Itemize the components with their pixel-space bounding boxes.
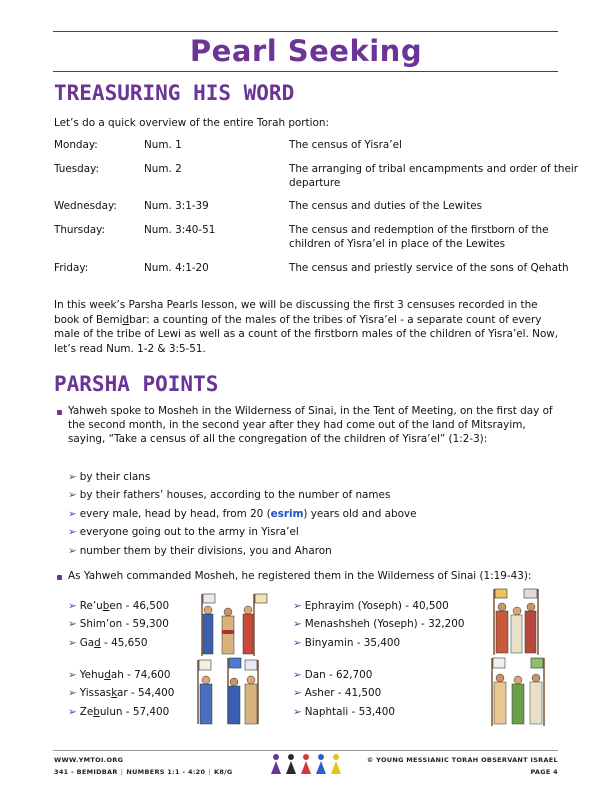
- point-census-command: Yahweh spoke to Mosheh in the Wilderness of Sinai, in the Tent of Meeting, on the first day of the second month, in the second year after they had come out of the land of Mitsrayim, saying, “Take a census of all the congregation of the children of Yisra’el” (1:2-3):: [68, 405, 553, 446]
- arrow-icon: ➢: [68, 471, 77, 483]
- arrow-icon: ➢: [68, 637, 77, 649]
- arrow-icon: ➢: [68, 526, 77, 538]
- arrow-icon: ➢: [293, 706, 302, 718]
- schedule-row: [54, 224, 574, 252]
- tribal-banner-bearers-illustration: [486, 656, 550, 728]
- page-title: Pearl Seeking: [189, 34, 423, 68]
- lesson-paragraph: [54, 298, 559, 356]
- tribe-text: ar - 54,400: [117, 687, 175, 699]
- tribe-item: [293, 599, 449, 613]
- schedule-row: [54, 262, 574, 290]
- subpoint-text: every male, head by head, from 20 (: [79, 508, 271, 520]
- schedule-row: [54, 139, 574, 153]
- footer-level: K8/G: [214, 768, 233, 776]
- tribe-text: Menashsheh (Yoseph) - 32,200: [304, 618, 465, 630]
- tribe-item: [293, 668, 372, 682]
- tribe-text: Naphtali - 53,400: [304, 706, 395, 718]
- footer-site: WWW.YMTOI.ORG: [54, 756, 124, 764]
- schedule-day: Tuesday:: [54, 163, 100, 175]
- title-rule: [53, 71, 558, 72]
- tribe-text: ulun - 57,400: [99, 706, 170, 718]
- schedule-row: [54, 163, 579, 191]
- subpoint: [68, 470, 150, 484]
- tribe-item: [293, 636, 400, 650]
- hebrew-word-highlight: esrim: [270, 508, 304, 520]
- tribe-text: ah - 74,600: [110, 669, 171, 681]
- tribe-text: Ephrayim (Yoseph) - 40,500: [304, 600, 449, 612]
- tribe-text: Ze: [79, 706, 94, 718]
- tribal-banner-bearers-illustration: [486, 587, 546, 657]
- arrow-icon: ➢: [293, 669, 302, 681]
- subpoint-text: everyone going out to the army in Yisra’el: [79, 526, 299, 538]
- tribal-banner-bearers-illustration: [188, 656, 270, 726]
- schedule-ref: Num. 3:1-39: [144, 200, 209, 212]
- arrow-icon: ➢: [68, 706, 77, 718]
- arrow-icon: ➢: [293, 618, 302, 630]
- footer-separator: |: [120, 768, 124, 776]
- logo-figures-icon: [268, 752, 344, 776]
- subpoint: [68, 488, 390, 502]
- arrow-icon: ➢: [68, 489, 77, 501]
- footer-rule: [53, 750, 558, 751]
- tribe-item: [68, 636, 147, 650]
- schedule-desc: The census and duties of the Lewites: [289, 200, 483, 212]
- schedule-ref: Num. 2: [144, 163, 182, 175]
- subpoint: [68, 525, 299, 539]
- tribe-text: Binyamin - 35,400: [304, 637, 401, 649]
- schedule-desc: The census and priestly service of the sons of Qehath: [289, 262, 569, 274]
- tribe-text: - 45,650: [100, 637, 148, 649]
- tribe-item: [68, 668, 171, 682]
- arrow-icon: ➢: [68, 618, 77, 630]
- paragraph-underlined: d: [122, 313, 130, 326]
- tribe-text: Asher - 41,500: [304, 687, 382, 699]
- page-number: PAGE 4: [530, 768, 558, 776]
- schedule-desc: The census of Yisra’el: [289, 139, 402, 151]
- tribe-text: Yissas: [79, 687, 112, 699]
- tribe-text-underlined: k: [111, 687, 118, 699]
- subpoint-text: by their clans: [79, 471, 151, 483]
- schedule-day: Thursday:: [54, 224, 106, 236]
- arrow-icon: ➢: [293, 600, 302, 612]
- arrow-icon: ➢: [293, 637, 302, 649]
- tribe-item: [68, 617, 169, 631]
- subpoint-text: by their fathers’ houses, according to the number of names: [79, 489, 391, 501]
- schedule-desc: The arranging of tribal encampments and order of their departure: [289, 163, 579, 189]
- point-registration: As Yahweh commanded Mosheh, he registered them in the Wilderness of Sinai (1:19-43):: [68, 570, 532, 582]
- tribe-item: [68, 705, 169, 719]
- intro-text: Let’s do a quick overview of the entire Torah portion:: [54, 117, 329, 129]
- tribe-item: [293, 686, 381, 700]
- schedule-day: Wednesday:: [54, 200, 117, 212]
- schedule-ref: Num. 3:40-51: [144, 224, 216, 236]
- tribe-text: Yehu: [79, 669, 105, 681]
- arrow-icon: ➢: [68, 545, 77, 557]
- footer-separator: |: [208, 768, 212, 776]
- tribe-text: Ga: [79, 637, 95, 649]
- tribe-item: [68, 599, 169, 613]
- tribal-banner-bearers-illustration: [188, 590, 270, 658]
- arrow-icon: ➢: [68, 600, 77, 612]
- tribe-item: [68, 686, 174, 700]
- tribe-text: Shim’on - 59,300: [79, 618, 169, 630]
- tribe-text: Re’u: [79, 600, 103, 612]
- tribe-item: [293, 705, 395, 719]
- schedule-row: [54, 200, 574, 214]
- footer-chapters: NUMBERS 1:1 - 4:20: [126, 768, 206, 776]
- schedule-desc: The census and redemption of the firstborn of the children of Yisra’el in place of the Lewites: [289, 224, 549, 250]
- subpoint: [68, 544, 332, 558]
- top-rule: [53, 31, 558, 32]
- paragraph-part1: In this week’s Parsha Pearls lesson, we will be discussing the first 3 censuses recorded in the book of Bemi: [54, 299, 538, 326]
- arrow-icon: ➢: [68, 508, 77, 520]
- schedule-day: Monday:: [54, 139, 98, 151]
- schedule-ref: Num. 1: [144, 139, 182, 151]
- bullet-icon: [57, 575, 62, 580]
- section-heading-treasuring: TREASURING HIS WORD: [54, 81, 295, 105]
- subpoint-text: ) years old and above: [303, 508, 417, 520]
- section-heading-parsha-points: PARSHA POINTS: [54, 372, 219, 396]
- schedule-ref: Num. 4:1-20: [144, 262, 209, 274]
- footer-lesson-ref: [54, 768, 232, 776]
- subpoint: [68, 507, 417, 521]
- tribe-text: Dan - 62,700: [304, 669, 373, 681]
- paragraph-part2: bar: a counting of the males of the tribes of Yisra’el - a separate count of every male of the tribe of Lewi as well as a count of the firstborn males of the children of Yisra’el. Now, let’s read Num. 1-2 & 3:5-51.: [54, 313, 559, 355]
- footer-copyright: © YOUNG MESSIANIC TORAH OBSERVANT ISRAEL: [366, 756, 558, 764]
- tribe-text-underlined: b: [93, 706, 100, 718]
- footer-portion: 341 - BEMIDBAR: [54, 768, 118, 776]
- subpoint-text: number them by their divisions, you and Aharon: [79, 545, 332, 557]
- tribe-text-underlined: d: [94, 637, 101, 649]
- bullet-icon: [57, 410, 62, 415]
- tribe-text: en - 46,500: [109, 600, 170, 612]
- arrow-icon: ➢: [293, 687, 302, 699]
- tribe-text-underlined: b: [102, 600, 110, 612]
- tribe-text-underlined: d: [104, 669, 111, 681]
- arrow-icon: ➢: [68, 687, 77, 699]
- schedule-day: Friday:: [54, 262, 89, 274]
- tribe-item: [293, 617, 464, 631]
- arrow-icon: ➢: [68, 669, 77, 681]
